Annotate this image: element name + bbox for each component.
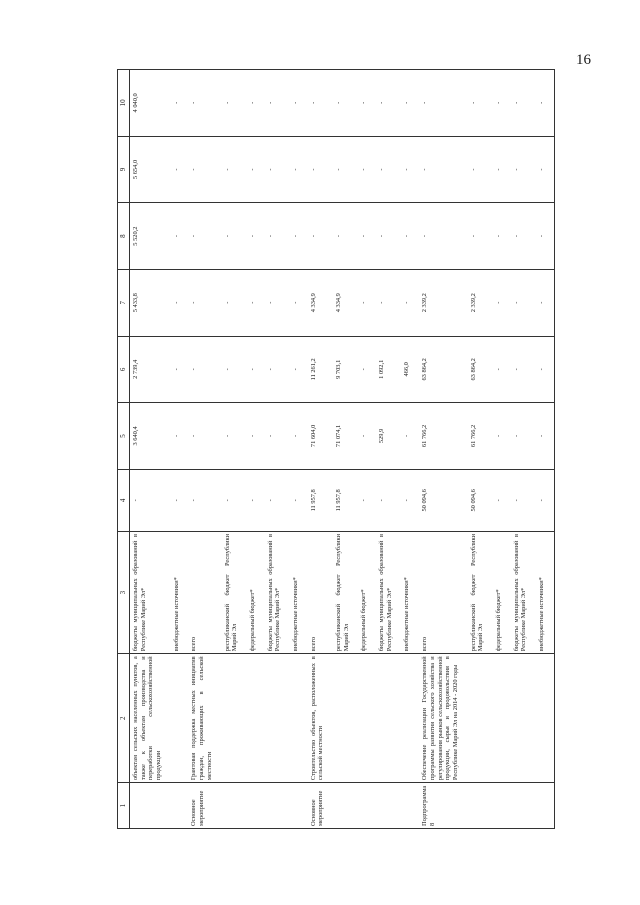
value-col-4: - xyxy=(536,469,554,531)
value-col-8: - xyxy=(308,203,333,270)
table-row xyxy=(376,70,401,829)
value-col-7: - xyxy=(358,269,376,336)
row-category xyxy=(536,783,554,829)
row-category xyxy=(468,783,493,829)
row-funding-source: внебюджетные источники* xyxy=(536,531,554,653)
value-col-7: - xyxy=(493,269,511,336)
value-col-7: - xyxy=(222,269,247,336)
table-row xyxy=(419,70,467,829)
value-col-9: - xyxy=(308,136,333,203)
row-category: Подпрограмма 8 xyxy=(419,783,467,829)
value-col-8: - xyxy=(171,203,189,270)
value-col-6: - xyxy=(358,336,376,403)
value-col-4: - xyxy=(358,469,376,531)
row-funding-source: бюджеты муниципальных образований в Республике Марий Эл* xyxy=(376,531,401,653)
table-row xyxy=(536,70,554,829)
value-col-6: - xyxy=(493,336,511,403)
row-category: Основное мероприятие xyxy=(308,783,333,829)
value-col-4: - xyxy=(401,469,419,531)
value-col-7: 2 339,2 xyxy=(419,269,467,336)
value-col-6: 466,0 xyxy=(401,336,419,403)
row-funding-source: федеральный бюджет* xyxy=(493,531,511,653)
header-cell-7: 7 xyxy=(118,269,130,336)
value-col-5: - xyxy=(222,403,247,470)
table-row xyxy=(188,70,221,829)
value-col-9: - xyxy=(536,136,554,203)
value-col-10: - xyxy=(308,70,333,137)
value-col-6: 9 703,1 xyxy=(333,336,358,403)
table-row xyxy=(511,70,536,829)
value-col-7: - xyxy=(265,269,290,336)
value-col-10: - xyxy=(468,70,493,137)
value-col-6: 11 261,2 xyxy=(308,336,333,403)
header-cell-5: 5 xyxy=(118,403,130,470)
value-col-4: - xyxy=(130,469,171,531)
value-col-10: 4 040,0 xyxy=(130,70,171,137)
value-col-6: 1 092,1 xyxy=(376,336,401,403)
value-col-9: - xyxy=(511,136,536,203)
value-col-5: 61 766,2 xyxy=(468,403,493,470)
value-col-7: 2 339,2 xyxy=(468,269,493,336)
value-col-7: - xyxy=(511,269,536,336)
value-col-7: - xyxy=(171,269,189,336)
row-category xyxy=(222,783,247,829)
row-description xyxy=(222,654,247,783)
value-col-5: - xyxy=(493,403,511,470)
row-funding-source: бюджеты муниципальных образований в Республике Марий Эл* xyxy=(265,531,290,653)
value-col-4: - xyxy=(247,469,265,531)
value-col-5: - xyxy=(247,403,265,470)
value-col-4: - xyxy=(171,469,189,531)
value-col-6: - xyxy=(188,336,221,403)
value-col-10: - xyxy=(222,70,247,137)
row-funding-source: республиканский бюджет Республики Марий Эл xyxy=(468,531,493,653)
value-col-7: - xyxy=(290,269,308,336)
row-category xyxy=(493,783,511,829)
budget-table xyxy=(117,69,555,829)
value-col-9: - xyxy=(188,136,221,203)
value-col-10: - xyxy=(419,70,467,137)
table-row xyxy=(401,70,419,829)
value-col-10: - xyxy=(511,70,536,137)
value-col-9: - xyxy=(376,136,401,203)
value-col-4: - xyxy=(493,469,511,531)
value-col-5: 3 640,4 xyxy=(130,403,171,470)
value-col-10: - xyxy=(536,70,554,137)
value-col-9: - xyxy=(419,136,467,203)
value-col-4: 50 094,6 xyxy=(419,469,467,531)
row-category xyxy=(358,783,376,829)
row-funding-source: всего xyxy=(308,531,333,653)
row-funding-source: республиканский бюджет Республики Марий Эл xyxy=(222,531,247,653)
value-col-8: - xyxy=(333,203,358,270)
value-col-6: - xyxy=(222,336,247,403)
value-col-6: - xyxy=(171,336,189,403)
value-col-5: - xyxy=(511,403,536,470)
header-cell-4: 4 xyxy=(118,469,130,531)
value-col-7: - xyxy=(247,269,265,336)
value-col-5: 529,9 xyxy=(376,403,401,470)
row-category xyxy=(511,783,536,829)
header-cell-6: 6 xyxy=(118,336,130,403)
value-col-7: 4 334,9 xyxy=(308,269,333,336)
value-col-7: - xyxy=(188,269,221,336)
value-col-4: - xyxy=(290,469,308,531)
table-row xyxy=(222,70,247,829)
value-col-7: - xyxy=(401,269,419,336)
value-col-6: 63 864,2 xyxy=(419,336,467,403)
value-col-8: - xyxy=(247,203,265,270)
row-funding-source: бюджеты муниципальных образований в Республике Марий Эл* xyxy=(130,531,171,653)
value-col-4: - xyxy=(188,469,221,531)
row-funding-source: федеральный бюджет* xyxy=(358,531,376,653)
row-category xyxy=(290,783,308,829)
row-description xyxy=(290,654,308,783)
value-col-5: - xyxy=(265,403,290,470)
value-col-9: 5 654,0 xyxy=(130,136,171,203)
row-funding-source: внебюджетные источники* xyxy=(401,531,419,653)
value-col-9: - xyxy=(247,136,265,203)
row-description xyxy=(265,654,290,783)
value-col-10: - xyxy=(493,70,511,137)
table-row xyxy=(265,70,290,829)
row-funding-source: федеральный бюджет* xyxy=(247,531,265,653)
value-col-6: - xyxy=(265,336,290,403)
row-funding-source: внебюджетные источники* xyxy=(171,531,189,653)
value-col-4: 11 957,8 xyxy=(333,469,358,531)
table-row xyxy=(468,70,493,829)
value-col-9: - xyxy=(222,136,247,203)
value-col-9: - xyxy=(171,136,189,203)
table-row xyxy=(308,70,333,829)
row-category xyxy=(265,783,290,829)
header-cell-8: 8 xyxy=(118,203,130,270)
table-row xyxy=(358,70,376,829)
row-category xyxy=(333,783,358,829)
row-description xyxy=(333,654,358,783)
value-col-5: 61 766,2 xyxy=(419,403,467,470)
value-col-8: - xyxy=(222,203,247,270)
value-col-4: - xyxy=(511,469,536,531)
row-description: Грантовая поддержка местных инициатив граждан, проживающих в сельской местности xyxy=(188,654,221,783)
row-category xyxy=(130,783,171,829)
value-col-5: - xyxy=(171,403,189,470)
row-funding-source: республиканский бюджет Республики Марий Эл xyxy=(333,531,358,653)
value-col-8: - xyxy=(376,203,401,270)
value-col-10: - xyxy=(265,70,290,137)
value-col-5: 71 074,1 xyxy=(333,403,358,470)
value-col-9: - xyxy=(401,136,419,203)
value-col-8: - xyxy=(188,203,221,270)
value-col-4: - xyxy=(265,469,290,531)
value-col-5: - xyxy=(401,403,419,470)
value-col-7: - xyxy=(536,269,554,336)
table-row xyxy=(171,70,189,829)
value-col-4: - xyxy=(376,469,401,531)
row-category xyxy=(401,783,419,829)
value-col-8: - xyxy=(358,203,376,270)
value-col-9: - xyxy=(265,136,290,203)
row-description xyxy=(468,654,493,783)
header-cell-10: 10 xyxy=(118,70,130,137)
row-description xyxy=(376,654,401,783)
value-col-10: - xyxy=(358,70,376,137)
value-col-10: - xyxy=(171,70,189,137)
value-col-9: - xyxy=(333,136,358,203)
value-col-9: - xyxy=(493,136,511,203)
value-col-10: - xyxy=(401,70,419,137)
header-cell-2: 2 xyxy=(118,654,130,783)
row-category xyxy=(171,783,189,829)
value-col-4: 50 094,6 xyxy=(468,469,493,531)
value-col-9: - xyxy=(290,136,308,203)
value-col-4: 11 957,8 xyxy=(308,469,333,531)
value-col-8: - xyxy=(290,203,308,270)
value-col-7: 4 334,9 xyxy=(333,269,358,336)
row-description xyxy=(171,654,189,783)
value-col-10: - xyxy=(376,70,401,137)
value-col-6: - xyxy=(536,336,554,403)
value-col-9: - xyxy=(358,136,376,203)
value-col-5: 71 604,0 xyxy=(308,403,333,470)
row-description xyxy=(493,654,511,783)
value-col-8: - xyxy=(536,203,554,270)
value-col-7: - xyxy=(376,269,401,336)
rotated-table-container xyxy=(117,69,607,829)
value-col-5: - xyxy=(290,403,308,470)
value-col-10: - xyxy=(333,70,358,137)
value-col-10: - xyxy=(188,70,221,137)
value-col-8: - xyxy=(511,203,536,270)
row-funding-source: всего xyxy=(419,531,467,653)
value-col-5: - xyxy=(358,403,376,470)
value-col-6: 63 864,2 xyxy=(468,336,493,403)
row-funding-source: внебюджетные источники* xyxy=(290,531,308,653)
row-description: Строительство объектов, расположенных в сельской местности xyxy=(308,654,333,783)
row-description xyxy=(401,654,419,783)
row-description xyxy=(247,654,265,783)
table-row xyxy=(247,70,265,829)
row-description: объектам сельских населенных пунктов, а также к объектам производства и переработки сельскохозяйственной продукции xyxy=(130,654,171,783)
table-row xyxy=(290,70,308,829)
value-col-7: 5 433,8 xyxy=(130,269,171,336)
value-col-8: - xyxy=(419,203,467,270)
header-row xyxy=(118,70,130,829)
row-funding-source: бюджеты муниципальных образований в Республике Марий Эл* xyxy=(511,531,536,653)
value-col-10: - xyxy=(247,70,265,137)
row-category: Основное мероприятие xyxy=(188,783,221,829)
value-col-8: - xyxy=(468,203,493,270)
value-col-6: - xyxy=(511,336,536,403)
value-col-6: - xyxy=(290,336,308,403)
value-col-8: - xyxy=(493,203,511,270)
row-category xyxy=(247,783,265,829)
header-cell-9: 9 xyxy=(118,136,130,203)
row-description: Обеспечение реализации Государственной программы развития сельского хозяйства и регулирования рынков сельскохозяйственной продукции, сырья и продовольствия в Республике Марий Эл на 2014 - 2020 годы xyxy=(419,654,467,783)
value-col-8: - xyxy=(401,203,419,270)
value-col-4: - xyxy=(222,469,247,531)
table-row xyxy=(493,70,511,829)
value-col-6: 2 739,4 xyxy=(130,336,171,403)
row-description xyxy=(511,654,536,783)
row-category xyxy=(376,783,401,829)
row-funding-source: всего xyxy=(188,531,221,653)
value-col-10: - xyxy=(290,70,308,137)
header-cell-3: 3 xyxy=(118,531,130,653)
value-col-9: - xyxy=(468,136,493,203)
table-row xyxy=(333,70,358,829)
table-body xyxy=(130,70,555,829)
value-col-6: - xyxy=(247,336,265,403)
value-col-5: - xyxy=(536,403,554,470)
value-col-8: 5 520,2 xyxy=(130,203,171,270)
header-cell-1: 1 xyxy=(118,783,130,829)
row-description xyxy=(536,654,554,783)
row-description xyxy=(358,654,376,783)
value-col-8: - xyxy=(265,203,290,270)
page-number: 16 xyxy=(576,52,591,68)
table-row xyxy=(130,70,171,829)
value-col-5: - xyxy=(188,403,221,470)
